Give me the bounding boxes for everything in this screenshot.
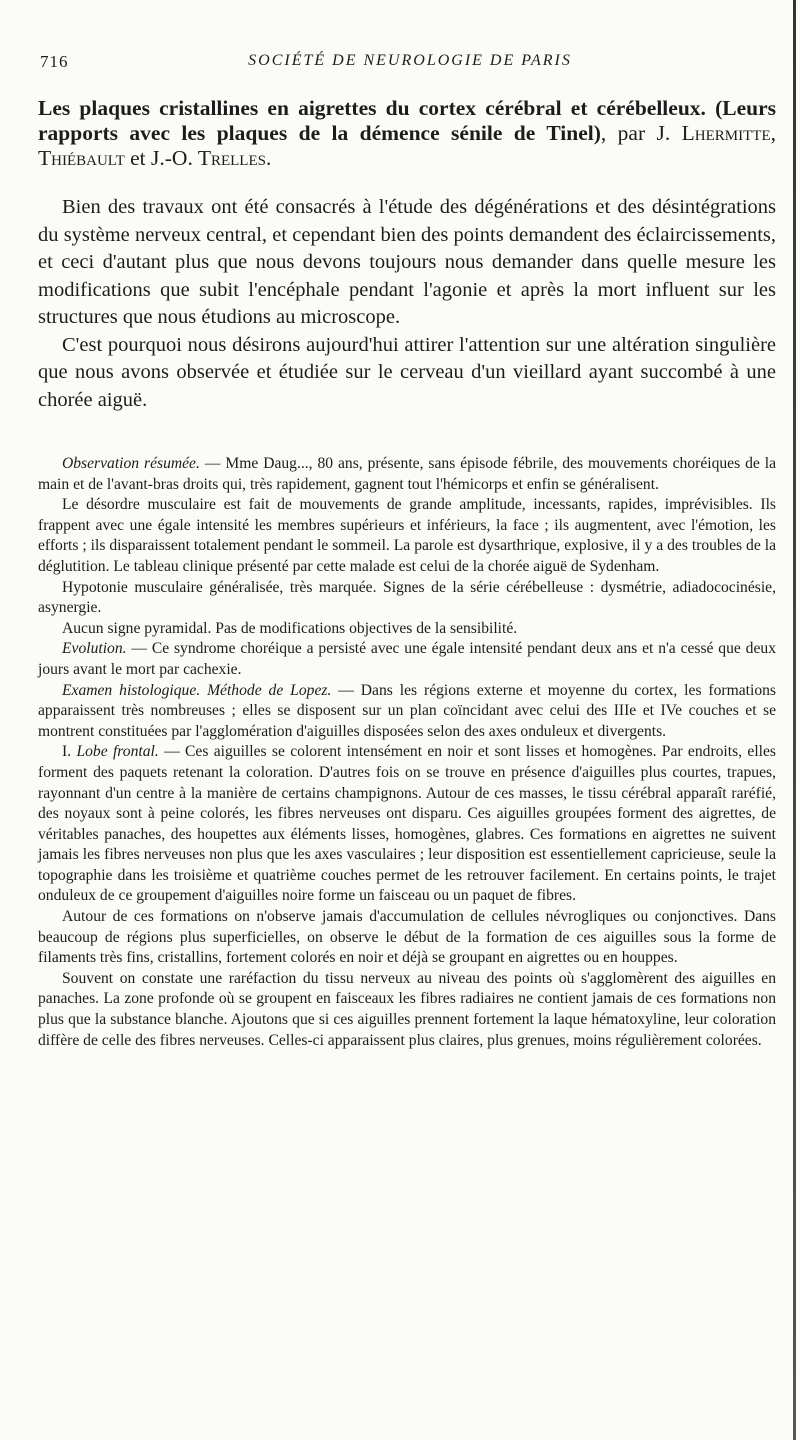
paragraph-label: Examen histologique. Méthode de Lopez. bbox=[62, 681, 332, 699]
observation-paragraph: Le désordre musculaire est fait de mouvements de grande amplitude, incessants, rapides, imprévisibles. Ils frappent avec une égale intensité les membres supérieurs et inférieurs, la face ; ils augmentent, avec l'émotion, les efforts ; ils disparaissent totalement pendant le sommeil. La parole est dysarthrique, explosive, il y a des troubles de la déglutition. Le tableau clinique présenté par cette malade est celui de la chorée aiguë de Sydenham. bbox=[38, 496, 776, 575]
frontal-lobe-paragraph bbox=[38, 742, 776, 907]
page-header bbox=[40, 52, 780, 74]
title-by: , par bbox=[600, 121, 646, 145]
observation-paragraph: Aucun signe pyramidal. Pas de modifications objectives de la sensibilité. bbox=[62, 619, 518, 637]
paragraph-text: — Mme Daug..., 80 ans, présente, sans épisode fébrile, des mouvements choréiques de la main et de l'avant-bras droits qui, très rapidement, gagnent tout l'hémicorps et enfin se généralisent. bbox=[38, 455, 776, 493]
intro-paragraph: C'est pourquoi nous désirons aujourd'hui attirer l'attention sur une altération singulière que nous avons observée et étudiée sur le cerveau d'un vieillard ayant succombé à une chorée aiguë. bbox=[38, 333, 776, 411]
paragraph-label: Lobe frontal. bbox=[76, 743, 159, 761]
observation-paragraph bbox=[38, 454, 776, 495]
paragraph-text: — Ces aiguilles se colorent intensément en noir et sont lisses et homogènes. Par endroits, elles forment des paquets retenant la coloration. D'autres fois on se trouve en présence d'aiguilles plus courtes, trapues, rayonnant d'un centre à la manière de certains champignons. Autour de ces masses, le tissu cérébral apparaît raréfié, des noyaux sont à peine colorés, les fibres nerveuses ont disparu. Ces aiguilles groupées forment des aigrettes, de véritables panaches, des houpettes aux éléments lisses, homogènes, glabres. Ces formations en aigrettes ne suivent jamais les fibres nerveuses non plus que les axes vasculaires ; leur disposition est essentiellement capricieuse, seule la topographie dans les troisième et quatrième couches permet de les retrouver facilement. En certains points, le trajet onduleux de ce groupement d'aiguilles noire forme un faisceau ou un paquet de fibres. bbox=[38, 743, 776, 905]
introduction bbox=[38, 194, 776, 414]
histology-paragraph bbox=[38, 681, 776, 743]
title-text: Les plaques cristallines en aigrettes du cortex cérébral et cérébelleux. (Leurs rapports avec les plaques de la démence sénile de Tinel) bbox=[38, 96, 776, 145]
observation-section bbox=[38, 454, 776, 1051]
paragraph-label: Evolution. bbox=[62, 640, 127, 658]
running-title: SOCIÉTÉ DE NEUROLOGIE DE PARIS bbox=[248, 52, 572, 69]
page-number: 716 bbox=[40, 52, 69, 71]
page-edge bbox=[793, 0, 796, 1440]
author-name: J. Lhermitte bbox=[656, 121, 771, 145]
observation-paragraph: Autour de ces formations on n'observe jamais d'accumulation de cellules névrogliques ou conjonctives. Dans beaucoup de régions plus superficielles, on observe le début de la formation de ces aiguilles sous la forme de filaments très fins, cristallins, fortement colorés en noir et déjà se groupant en aigrettes ou en houppes. bbox=[38, 908, 776, 967]
paragraph-text: — Ce syndrome choréique a persisté avec une égale intensité pendant deux ans et n'a cessé que deux jours avant le mort par cachexie. bbox=[38, 640, 776, 678]
intro-paragraph: Bien des travaux ont été consacrés à l'étude des dégénérations et des désintégrations du système nerveux central, et cependant bien des points demandent des éclaircissements, et ceci d'autant plus que nous devons toujours nous demander dans quelle mesure les modifications que subit l'encéphale pendant l'agonie et après la mort influent sur les structures que nous étudions au microscope. bbox=[38, 196, 776, 328]
article-title: Les plaques cristallines en aigrettes du cortex cérébral et cérébelleux. (Leurs rapports avec les plaques de la démence sénile de Tinel), par J. Lhermitte, Thiébault et J.-O. Trelles. bbox=[38, 96, 777, 170]
author-name: J.-O. Trelles bbox=[151, 146, 266, 170]
author-name: Thiébault bbox=[38, 146, 125, 170]
evolution-paragraph bbox=[38, 639, 776, 680]
observation-paragraph: Souvent on constate une raréfaction du tissu nerveux au niveau des points où s'agglomèrent des aiguilles en panaches. La zone profonde où se groupent en faisceaux les fibres radiaires ne contient jamais de ces formations non plus que la substance blanche. Ajoutons que si ces aiguilles prennent fortement la laque hématoxyline, leur coloration diffère de celle des fibres nerveuses. Celles-ci apparaissent plus claires, plus grenues, moins régulièrement colorées. bbox=[38, 969, 776, 1049]
paragraph-label: Observation résumée. bbox=[62, 455, 200, 472]
observation-paragraph: Hypotonie musculaire généralisée, très marquée. Signes de la série cérébelleuse : dysmétrie, adiadococinésie, asynergie. bbox=[38, 578, 776, 617]
paragraph-text: — Dans les régions externe et moyenne du cortex, les formations apparaissent très nombreuses ; elles se disposent sur un plan coïncidant avec celui des IIIe et IVe couches et se montrent constituées par l'agglomération d'aiguilles disposées selon des axes onduleux et divergents. bbox=[38, 681, 776, 740]
section-number: I. bbox=[62, 743, 77, 761]
author-separator: et bbox=[130, 146, 146, 170]
